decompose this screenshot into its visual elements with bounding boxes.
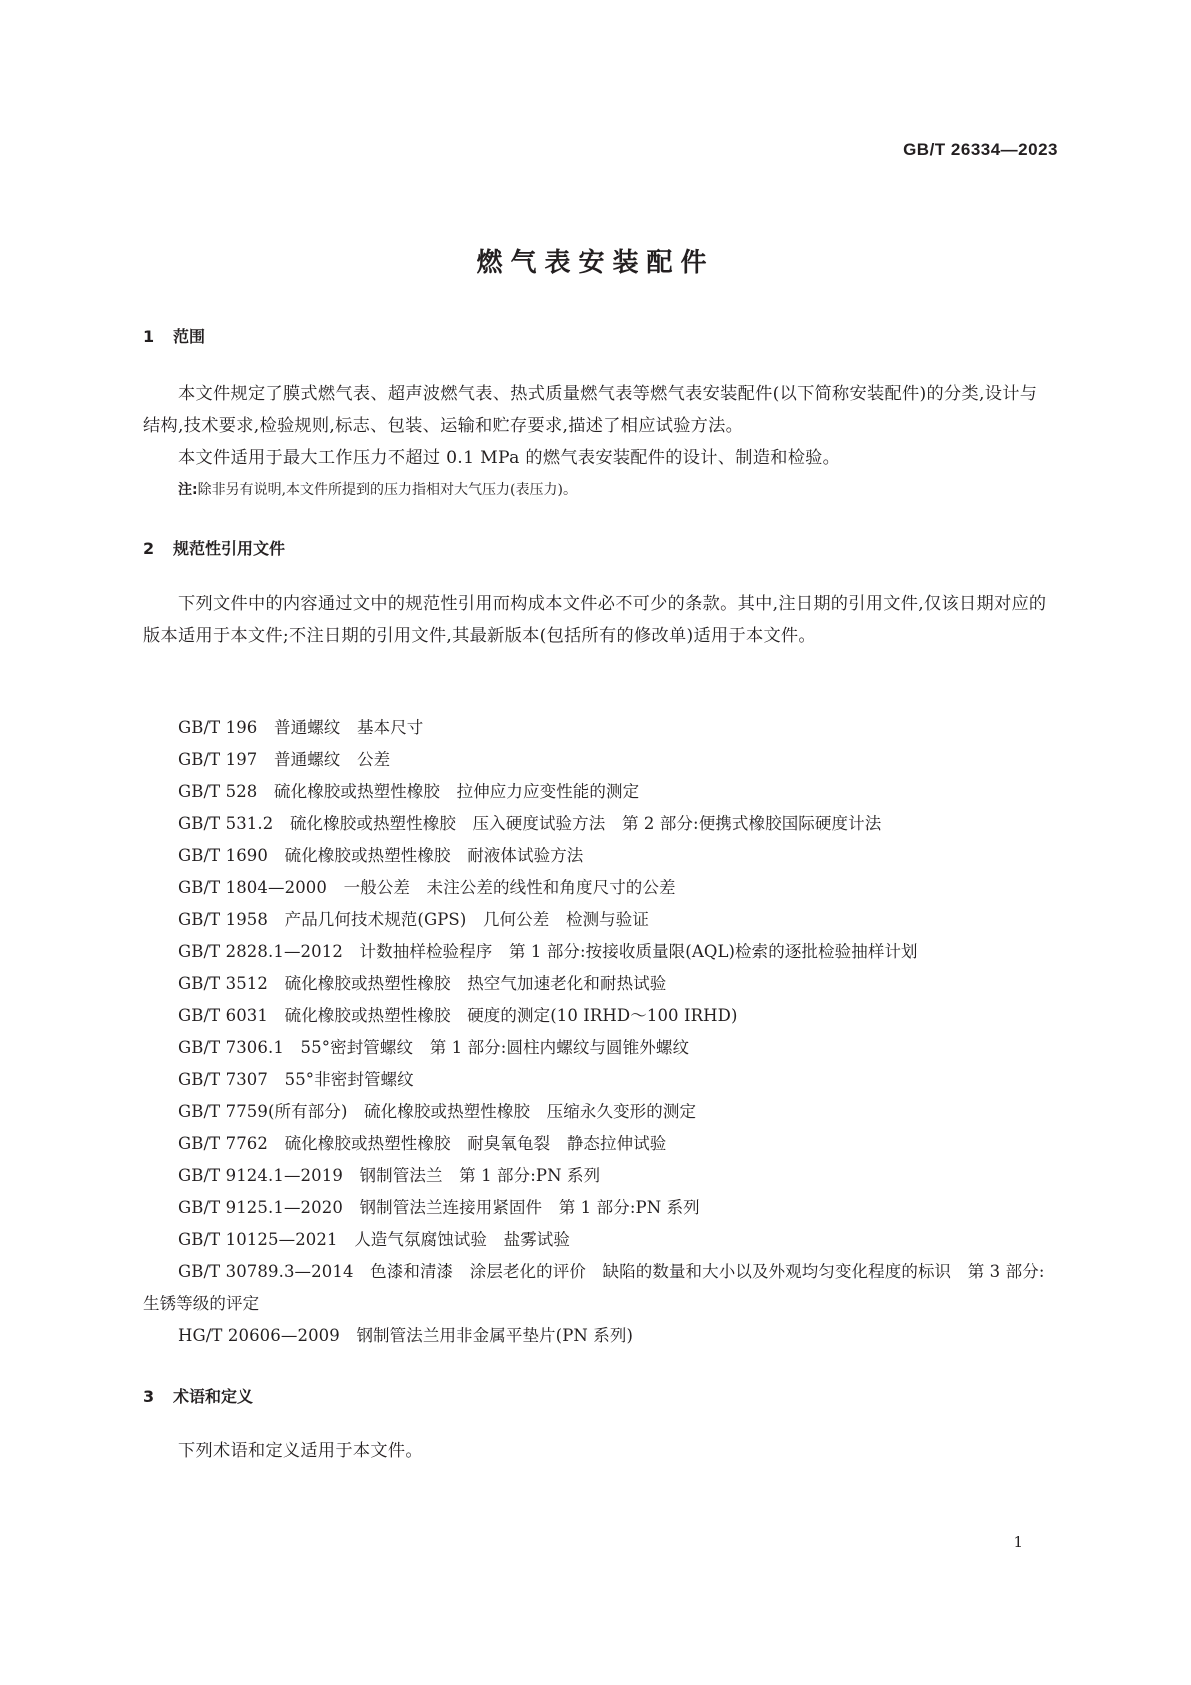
scope-paragraph-1: 本文件规定了膜式燃气表、超声波燃气表、热式质量燃气表等燃气表安装配件(以下简称安装配件)的分类,设计与结构,技术要求,检验规则,标志、包装、运输和贮存要求,描述了相应试验方法。 [143,384,1038,436]
note-text: 除非另有说明,本文件所提到的压力指相对大气压力(表压力)。 [197,482,577,498]
reference-item: GB/T 7307 55°非密封管螺纹 [178,1070,414,1089]
standard-code: GB/T 26334—2023 [903,140,1058,159]
document-title: 燃气表安装配件 [476,248,715,278]
reference-item: GB/T 7762 硫化橡胶或热塑性橡胶 耐臭氧龟裂 静态拉伸试验 [178,1134,667,1153]
note-label: 注: [178,482,198,498]
page-number: 1 [1013,1533,1023,1551]
section-1-title: 范围 [173,327,206,346]
reference-item: GB/T 531.2 硫化橡胶或热塑性橡胶 压入硬度试验方法 第 2 部分:便携式橡胶国际硬度计法 [178,814,882,833]
reference-item: GB/T 9125.1—2020 钢制管法兰连接用紧固件 第 1 部分:PN 系列 [178,1198,700,1217]
reference-item: GB/T 3512 硫化橡胶或热塑性橡胶 热空气加速老化和耐热试验 [178,974,667,993]
section-2-heading [143,536,285,559]
section-2-title: 规范性引用文件 [173,539,286,558]
reference-item: GB/T 2828.1—2012 计数抽样检验程序 第 1 部分:按接收质量限(AQL)检索的逐批检验抽样计划 [178,942,918,961]
reference-item: GB/T 9124.1—2019 钢制管法兰 第 1 部分:PN 系列 [178,1166,601,1185]
reference-item: GB/T 196 普通螺纹 基本尺寸 [178,718,424,737]
reference-item: GB/T 528 硫化橡胶或热塑性橡胶 拉伸应力应变性能的测定 [178,782,640,801]
section-3-number: 3 [143,1387,155,1406]
terms-intro: 下列术语和定义适用于本文件。 [178,1441,423,1461]
reference-item: GB/T 6031 硫化橡胶或热塑性橡胶 硬度的测定(10 IRHD～100 IRHD) [178,1006,738,1025]
section-2-number: 2 [143,539,155,558]
reference-item: GB/T 1958 产品几何技术规范(GPS) 几何公差 检测与验证 [178,910,649,929]
reference-item: GB/T 1690 硫化橡胶或热塑性橡胶 耐液体试验方法 [178,846,584,865]
reference-list [143,712,1053,1352]
scope-paragraph-2: 本文件适用于最大工作压力不超过 0.1 MPa 的燃气表安装配件的设计、制造和检验。 [178,448,841,468]
reference-item: GB/T 10125—2021 人造气氛腐蚀试验 盐雾试验 [178,1230,570,1249]
reference-item: GB/T 197 普通螺纹 公差 [178,750,391,769]
section-1-heading [143,324,205,347]
reference-item: GB/T 30789.3—2014 色漆和清漆 涂层老化的评价 缺陷的数量和大小以及外观均匀变化程度的标识 第 3 部分:生锈等级的评定 [143,1262,1045,1313]
reference-item: GB/T 1804—2000 一般公差 未注公差的线性和角度尺寸的公差 [178,878,676,897]
reference-item: GB/T 7759(所有部分) 硫化橡胶或热塑性橡胶 压缩永久变形的测定 [178,1102,697,1121]
section-1-number: 1 [143,327,155,346]
reference-item: GB/T 7306.1 55°密封管螺纹 第 1 部分:圆柱内螺纹与圆锥外螺纹 [178,1038,690,1057]
normative-intro: 下列文件中的内容通过文中的规范性引用而构成本文件必不可少的条款。其中,注日期的引用文件,仅该日期对应的版本适用于本文件;不注日期的引用文件,其最新版本(包括所有的修改单)适用于本文件。 [143,594,1047,646]
scope-note [178,479,577,499]
section-3-heading [143,1384,253,1407]
section-3-title: 术语和定义 [173,1387,254,1406]
reference-item: HG/T 20606—2009 钢制管法兰用非金属平垫片(PN 系列) [178,1326,634,1345]
